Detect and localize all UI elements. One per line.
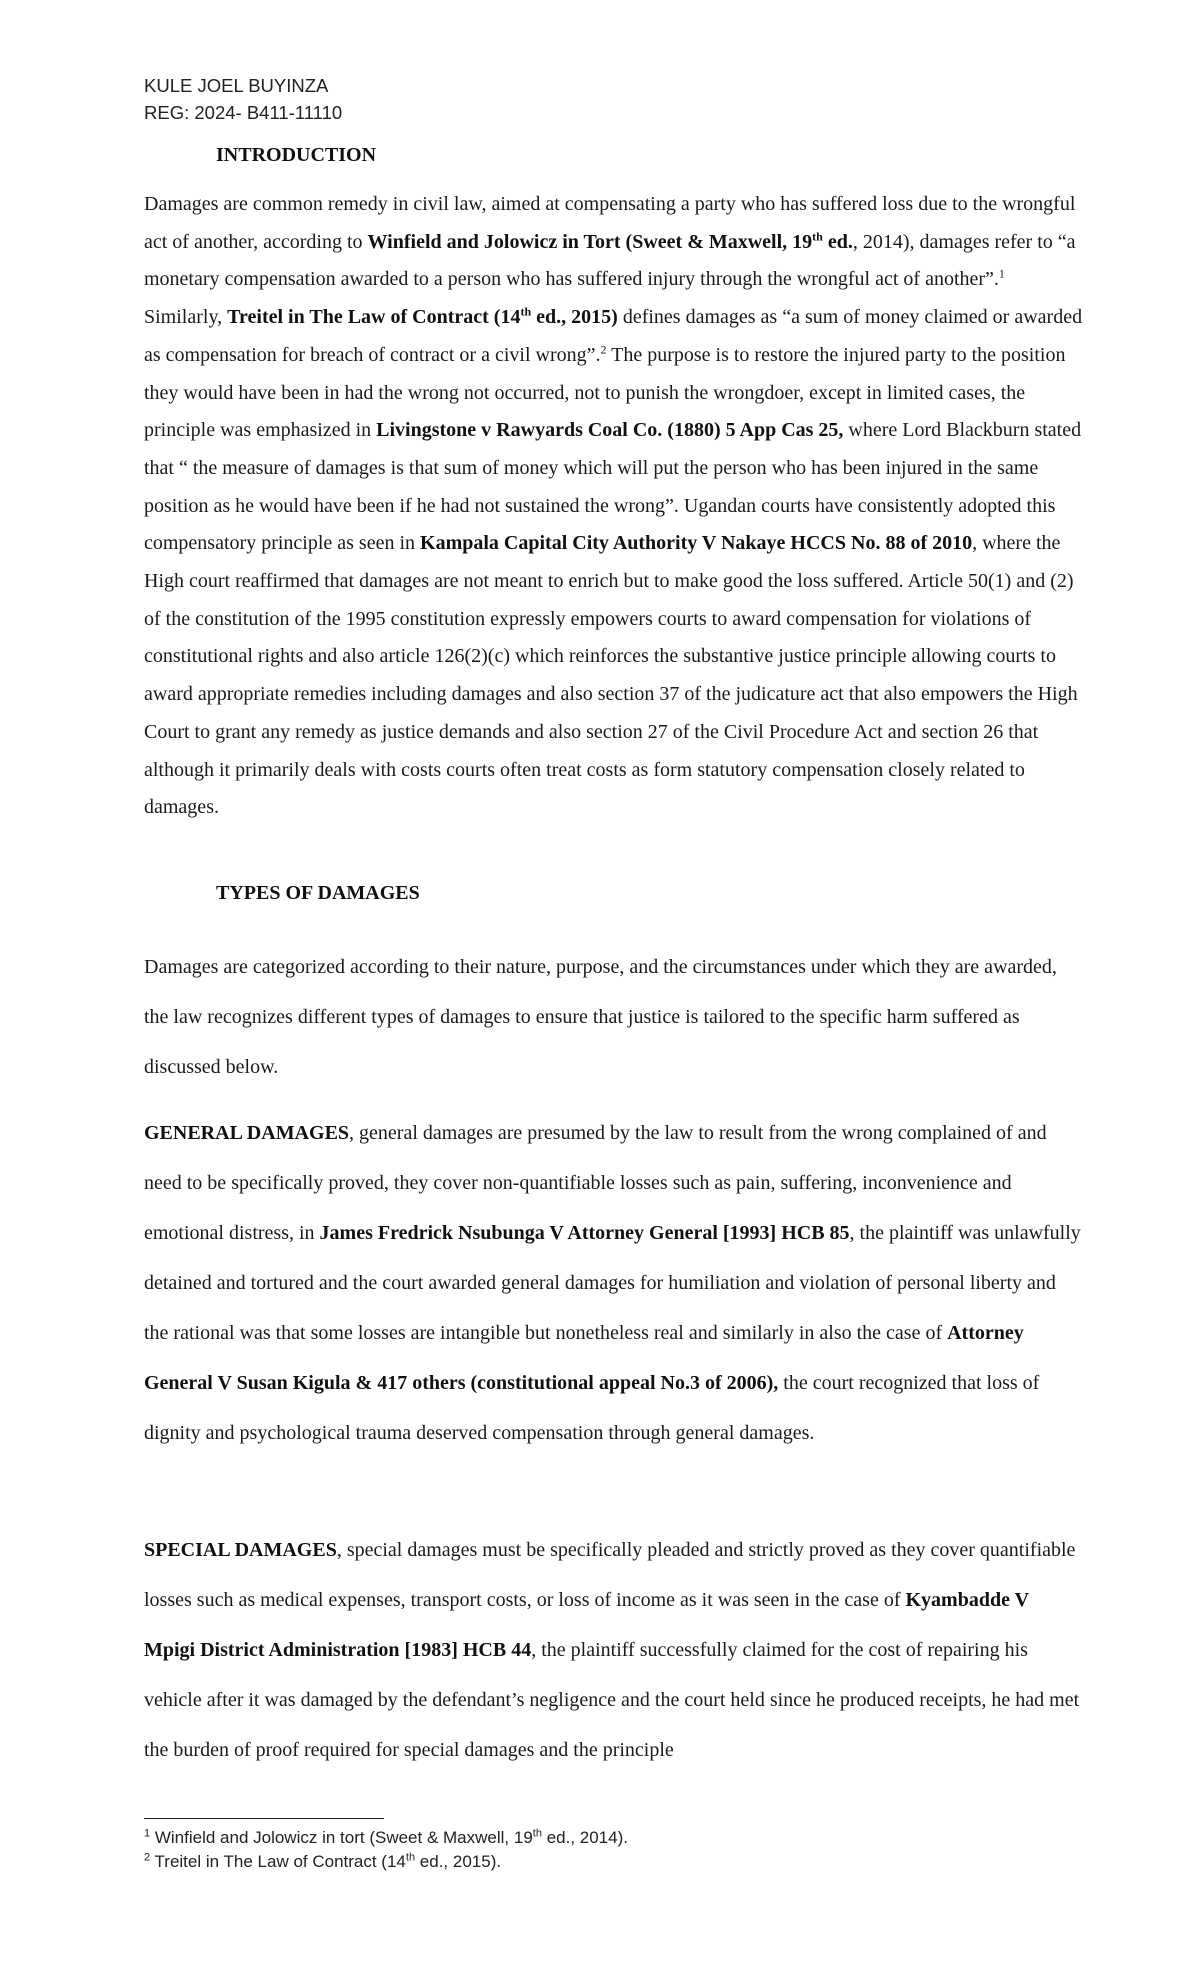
author-header — [144, 72, 342, 126]
citation-kcca: Kampala Capital City Authority V Nakaye HCCS No. 88 of 2010 — [420, 532, 973, 555]
footnotes — [144, 1826, 628, 1874]
citation-nsubunga: James Fredrick Nsubunga V Attorney General [1993] HCB 85 — [319, 1222, 850, 1244]
citation-kigula: Attorney General V Susan Kigula & 417 others (constitutional appeal No.3 of 2006), — [144, 1322, 1024, 1394]
citation-winfield: Winfield and Jolowicz in Tort (Sweet & Maxwell, 19th ed. — [367, 229, 853, 253]
citation-livingstone: Livingstone v Rawyards Coal Co. (1880) 5 App Cas 25, — [376, 419, 844, 442]
types-of-damages-paragraph: Damages are categorized according to their nature, purpose, and the circumstances under which they are awarded, the law recognizes different types of damages to ensure that justice is tailored to the specific harm suffered as discussed below. — [144, 956, 1057, 1078]
citation-treitel: Treitel in The Law of Contract (14th ed., 2015) — [227, 304, 618, 329]
types-of-damages-heading: TYPES OF DAMAGES — [216, 882, 420, 904]
author-name: KULE JOEL BUYINZA — [144, 75, 329, 96]
footnote-separator — [144, 1818, 384, 1819]
special-damages-paragraph: SPECIAL DAMAGES, special damages must be specifically pleaded and strictly proved as they cover quantifiable losses such as medical expenses, transport costs, or loss of income as it was seen in the case of Kyambadde V Mpigi District Administration [1983] HCB 44, the plaintiff successfully claimed for the cost of repairing his vehicle after it was damaged by the defendant’s negligence and the court held since he produced receipts, he had met the burden of proof required for special damages and the principle — [144, 1539, 1080, 1761]
general-damages-paragraph: GENERAL DAMAGES, general damages are presumed by the law to result from the wrong complained of and need to be specifically proved, they cover non-quantifiable losses such as pain, suffering, inconvenience and emotional distress, in James Fredrick Nsubunga V Attorney General [1993] HCB 85, the plaintiff was unlawfully detained and tortured and the court awarded general damages for humiliation and violation of personal liberty and the rational was that some losses are intangible but nonetheless real and similarly in also the case of Attorney General V Susan Kigula & 417 others (constitutional appeal No.3 of 2006), the court recognized that loss of dignity and psychological trauma deserved compensation through general damages. — [144, 1122, 1081, 1444]
general-damages-term: GENERAL DAMAGES — [144, 1122, 350, 1144]
footnote-1: $^1$ Winfield and Jolowicz in tort (Sweet & Maxwell, 19th ed., 2014). — [144, 1827, 628, 1847]
footnote-2: $^2$ Treitel in The Law of Contract (14th ed., 2015). — [144, 1851, 502, 1871]
introduction-heading: INTRODUCTION — [216, 144, 377, 166]
footnote-ref-1: 1 — [998, 266, 1005, 281]
introduction-paragraph: Damages are common remedy in civil law, aimed at compensating a party who has suffered loss due to the wrongful act of another, according to Winfield and Jolowicz in Tort (Sweet & Maxwell, 19th ed., 2014), damages refer to “a monetary compensation awarded to a person who has suffered injury through the wrongful act of another”.$^1$ Similarly, Treitel in The Law of Contract (14th ed., 2015) defines damages as “a sum of money claimed or awarded as compensation for breach of contract or a civil wrong”.$^2$ The purpose is to restore the injured party to the position they would have been in had the wrong not occurred, not to punish the wrongdoer, except in limited cases, the principle was emphasized in Livingstone v Rawyards Coal Co. (1880) 5 App Cas 25, where Lord Blackburn stated that “ the measure of damages is that sum of money which will put the person who has been injured in the same position as he would have been if he had not sustained the wrong”. Ugandan courts have consistently adopted this compensatory principle as seen in Kampala Capital City Authority V Nakaye HCCS No. 88 of 2010, where the High court reaffirmed that damages are not meant to enrich but to make good the loss suffered. Article 50(1) and (2) of the constitution of the 1995 constitution expressly empowers courts to award compensation for violations of constitutional rights and also article 126(2)(c) which reinforces the substantive justice principle allowing courts to award appropriate remedies including damages and also section 37 of the judicature act that also empowers the High Court to grant any remedy as justice demands and also section 27 of the Civil Procedure Act and section 26 that although it primarily deals with costs courts often treat costs as form statutory compensation closely related to damages. — [144, 193, 1083, 819]
footnote-ref-2: 2 — [600, 342, 607, 357]
citation-kyambadde: Kyambadde V Mpigi District Administration [1983] HCB 44 — [144, 1589, 1029, 1661]
registration-number: REG: 2024- B411-11110 — [144, 102, 343, 123]
special-damages-term: SPECIAL DAMAGES — [144, 1539, 337, 1561]
